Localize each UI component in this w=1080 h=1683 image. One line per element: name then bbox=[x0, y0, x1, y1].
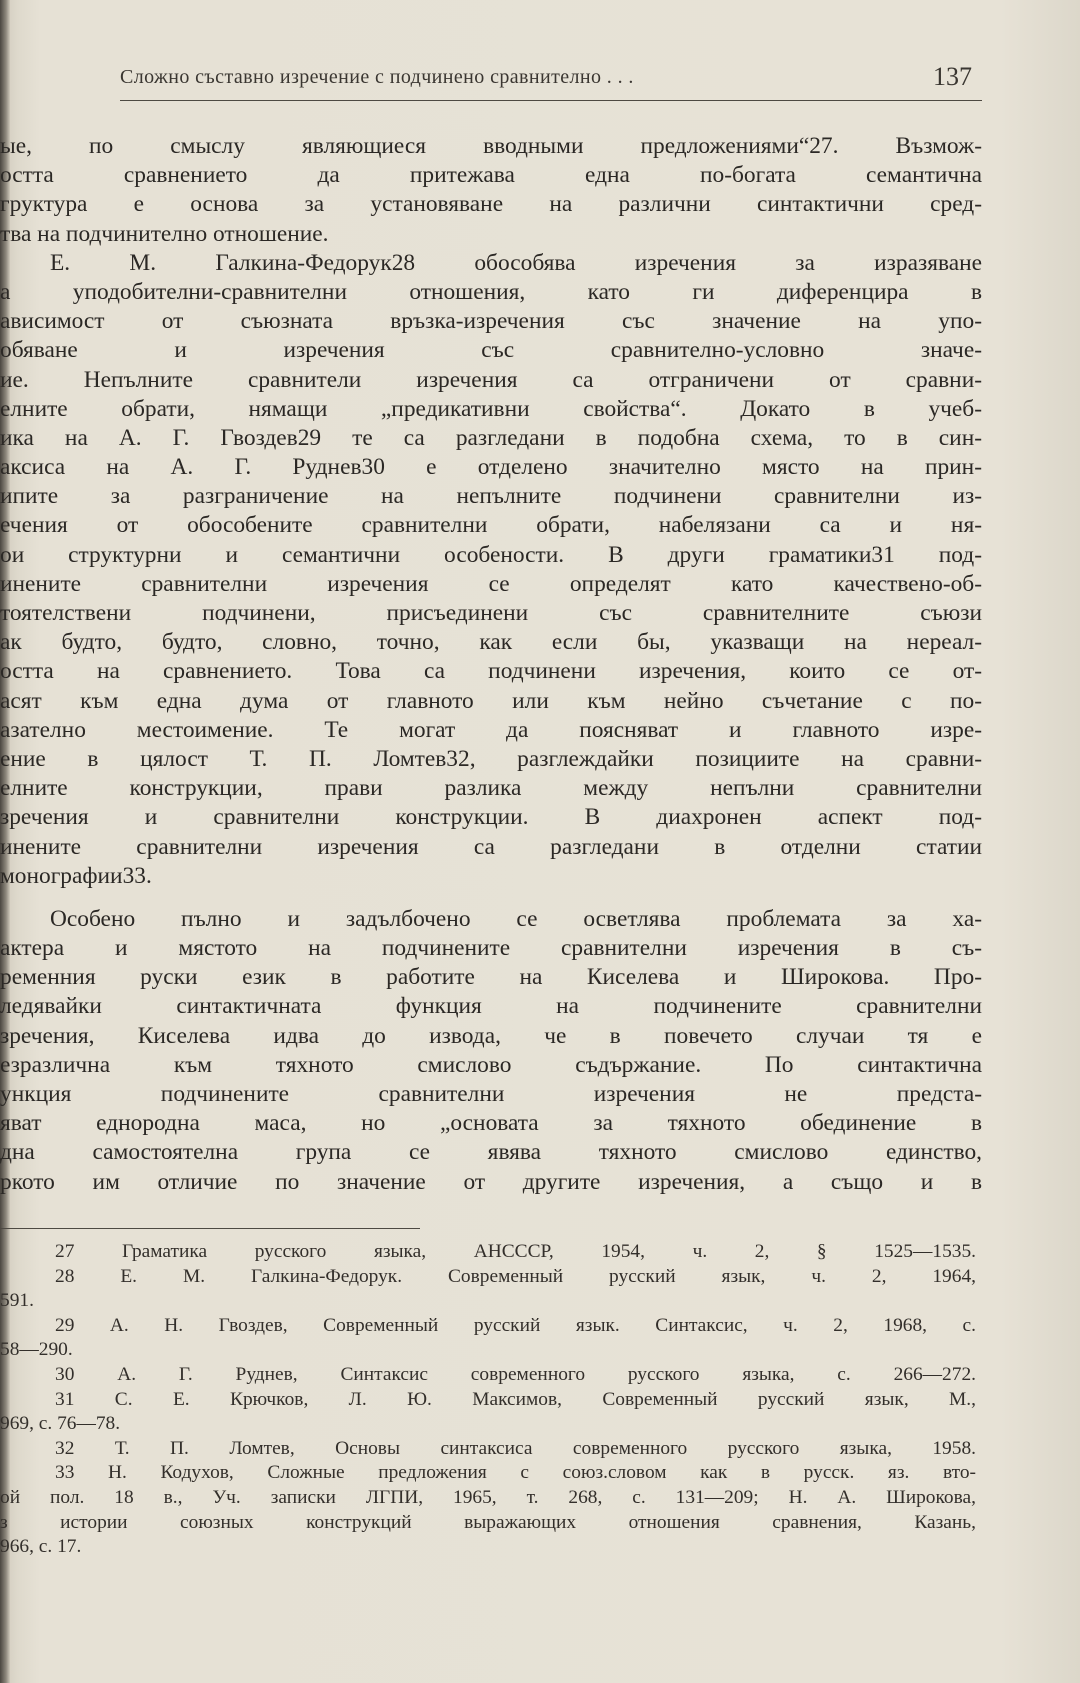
running-head: Сложно съставно изречение с подчинено сравнително . . . bbox=[120, 66, 634, 88]
footnote-continuation: 966, с. 17. bbox=[0, 1536, 82, 1558]
text-line: инените сравнителни изречения се определят като качествено-об- bbox=[0, 570, 982, 597]
text-line: груктура е основа за установяване на различни синтактични сред- bbox=[0, 191, 982, 218]
text-line: ечения от обособените сравнителни обрати, набелязани са и ня- bbox=[0, 512, 982, 539]
page-number: 137 bbox=[933, 62, 972, 91]
footnote-27: 27 Граматика русского языка, АНСССР, 1954, ч. 2, § 1525—1535. bbox=[55, 1241, 976, 1262]
footnote-continuation: ой пол. 18 в., Уч. записки ЛГПИ, 1965, т. 268, с. 131—209; Н. А. Широкова, bbox=[0, 1486, 976, 1508]
text-line: а уподобителни-сравнителни отношения, като ги диференцира в bbox=[0, 278, 982, 305]
footnote-32: 32 Т. П. Ломтев, Основы синтаксиса современного русского языка, 1958. bbox=[55, 1437, 976, 1459]
text-line: обяване и изречения със сравнително-условно значе- bbox=[0, 337, 982, 364]
text-line: аксиса на А. Г. Руднев30 е отделено значително място на прин- bbox=[0, 454, 982, 481]
text-line: тва на подчинително отношение. bbox=[0, 220, 329, 247]
page-header bbox=[120, 62, 982, 101]
footnote-29: 29 А. Н. Гвоздев, Современный русский язык. Синтаксис, ч. 2, 1968, с. bbox=[55, 1314, 976, 1336]
footnote-continuation: 591. bbox=[0, 1290, 34, 1312]
paragraph-start-line: Е. М. Галкина-Федорук28 обособява изречения за изразяване bbox=[50, 249, 982, 276]
footnotes bbox=[0, 1240, 976, 1560]
footnote-continuation: 58—290. bbox=[0, 1339, 73, 1361]
footnote-28: 28 Е. М. Галкина-Федорук. Современный русский язык, ч. 2, 1964, bbox=[55, 1265, 976, 1287]
text-line: тоятелствени подчинени, присъединени със сравнителните съюзи bbox=[0, 600, 982, 626]
text-line: остта сравнението да притежава една по-богата семантична bbox=[0, 162, 982, 189]
text-line: остта на сравнението. Това са подчинени изречения, които се от- bbox=[0, 658, 982, 685]
text-line: ие. Непълните сравнители изречения са отграничени от сравни- bbox=[0, 366, 982, 393]
text-line: ак будто, будто, словно, точно, как если бы, указващи на нереал- bbox=[0, 629, 982, 656]
paragraph-start-line: Особено пълно и задълбочено се осветлява проблемата за ха- bbox=[50, 905, 982, 932]
footnote-30: 30 А. Г. Руднев, Синтаксис современного русского языка, с. 266—272. bbox=[55, 1363, 976, 1385]
footnote-33: 33 Н. Кодухов, Сложные предложения с союз.словом как в русск. яз. вто- bbox=[55, 1462, 976, 1484]
text-line: асят към една дума от главното или към нейно съчетание с по- bbox=[0, 687, 982, 714]
text-line: зречения, Киселева идва до извода, че в повечето случаи тя е bbox=[0, 1022, 982, 1049]
text-line: ые, по смыслу являющиеся вводными предложениями“27. Възмож- bbox=[0, 133, 982, 159]
text-line: ависимост от съюзната връзка-изречения със значение на упо- bbox=[0, 308, 982, 335]
text-line: актера и мястото на подчинените сравнителни изречения в съ- bbox=[0, 935, 982, 962]
text-line: езразлична към тяхното смислово съдържание. По синтактична bbox=[0, 1051, 982, 1078]
footnote-continuation: з истории союзных конструкций выражающих отношения сравнения, Казань, bbox=[0, 1511, 976, 1533]
text-line: ременния руски език в работите на Киселева и Широкова. Про- bbox=[0, 964, 982, 991]
body-text bbox=[0, 132, 982, 1197]
text-line: монографии33. bbox=[0, 862, 152, 889]
text-line: ледявайки синтактичната функция на подчинените сравнителни bbox=[0, 993, 982, 1020]
text-line: дна самостоятелна група се явява тяхното смислово единство, bbox=[0, 1139, 982, 1166]
text-line: азателно местоимение. Те могат да поясняват и главното изре- bbox=[0, 716, 982, 743]
text-line: елните обрати, нямащи „предикативни свойства“. Докато в учеб- bbox=[0, 395, 982, 422]
footnote-31: 31 С. Е. Крючков, Л. Ю. Максимов, Современный русский язык, М., bbox=[55, 1388, 976, 1410]
text-line: ика на А. Г. Гвоздев29 те са разгледани в подобна схема, то в син- bbox=[0, 424, 982, 451]
text-line: елните конструкции, прави разлика между непълни сравнителни bbox=[0, 775, 982, 802]
text-line: ункция подчинените сравнителни изречения не предста- bbox=[0, 1081, 982, 1107]
text-line: ение в цялост Т. П. Ломтев32, разглеждайки позициите на сравни- bbox=[0, 745, 982, 772]
footnote-separator bbox=[0, 1228, 420, 1229]
text-line: ипите за разграничение на непълните подчинени сравнителни из- bbox=[0, 483, 982, 510]
text-line: инените сравнителни изречения са разгледани в отделни статии bbox=[0, 833, 982, 860]
text-line: ои структурни и семантични особености. В други граматики31 под- bbox=[0, 541, 982, 568]
footnote-continuation: 969, с. 76—78. bbox=[0, 1413, 121, 1435]
text-line: ркото им отличие по значение от другите изречения, а също и в bbox=[0, 1168, 982, 1195]
text-line: яват еднородна маса, но „основата за тяхното обединение в bbox=[0, 1110, 982, 1137]
text-line: зречения и сравнителни конструкции. В диахронен аспект под- bbox=[0, 804, 982, 831]
paragraph-gap bbox=[0, 891, 982, 905]
